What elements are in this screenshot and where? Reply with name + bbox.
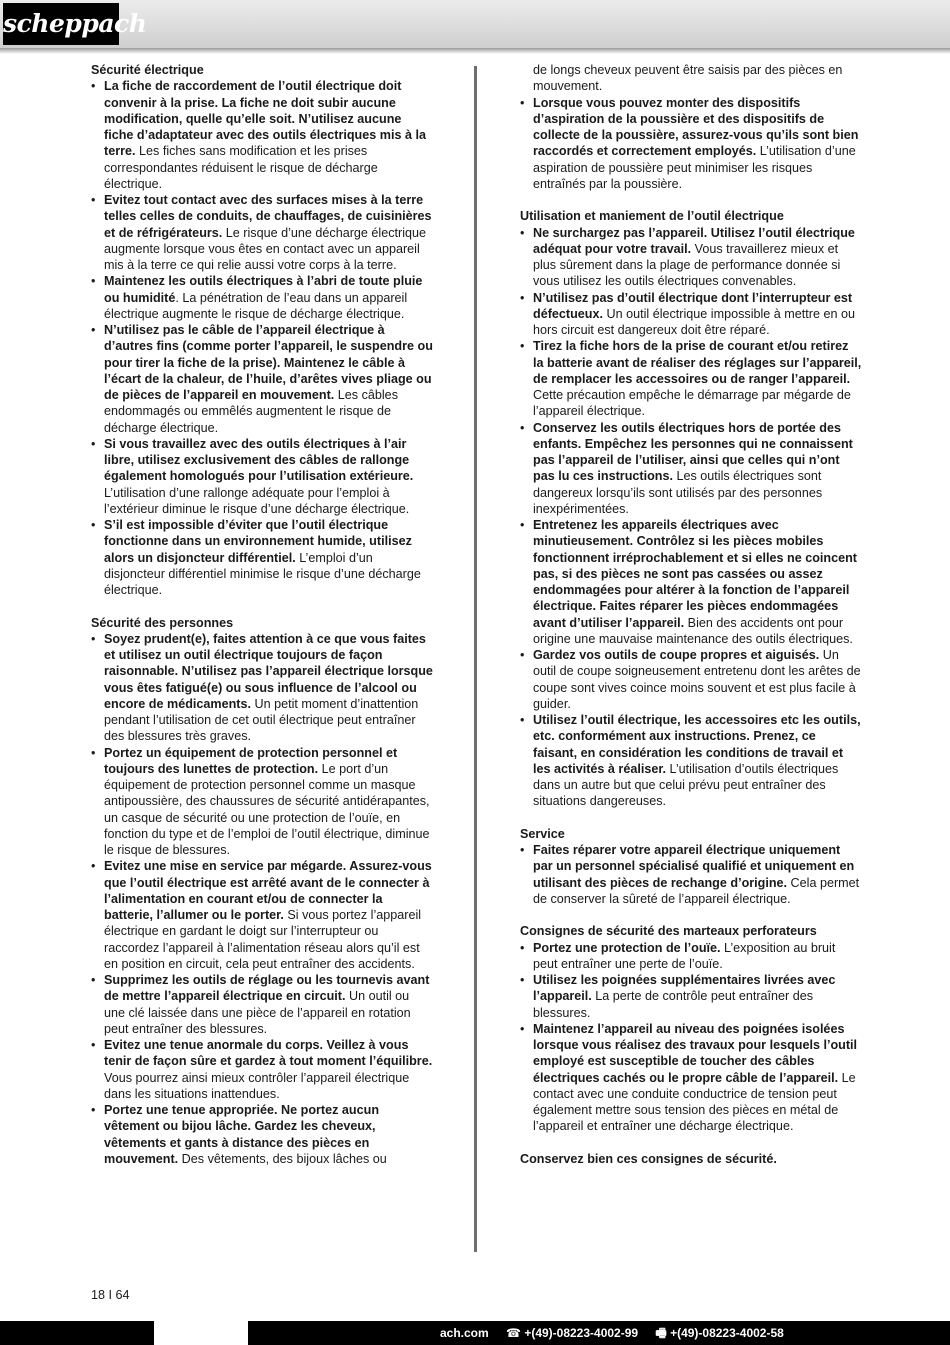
personal-safety-list-continued <box>520 95 862 193</box>
page-number: 18 I 64 <box>91 1288 130 1302</box>
list-item: • S’il est impossible d’éviter que l’outil électrique fonctionne dans un environnement humide, utilisez alors un disjoncteur différentiel. L’emploi d’un disjoncteur différentiel minimise le risque d’une décharge électrique. <box>91 517 433 598</box>
list-item: • Tirez la fiche hors de la prise de courant et/ou retirez la batterie avant de réaliser des réglages sur l’appareil, de remplacer les accessoires ou de ranger l’appareil. Cette précaution empêche le démarrage par mégarde de l’appareil électrique. <box>520 338 862 419</box>
list-item: • Utilisez l’outil électrique, les accessoires etc les outils, etc. conformément aux instructions. Prenez, ce faisant, en considération les conditions de travail et les activités à réaliser. L’utilisation d’outils électriques dans un autre but que celui prévu peut entraîner des situations dangereuses. <box>520 712 862 810</box>
list-item: • N’utilisez pas d’outil électrique dont l’interrupteur est défectueux. Un outil électrique impossible à mettre en ou hors circuit est dangereux doit être réparé. <box>520 290 862 339</box>
section-title-hammer-safety: Consignes de sécurité des marteaux perforateurs <box>520 924 817 939</box>
footer-fax: 🖷 +(49)-08223-4002-58 <box>655 1326 784 1340</box>
footer-website: ach.com <box>440 1326 489 1340</box>
list-item: • Si vous travaillez avec des outils électriques à l’air libre, utilisez exclusivement des câbles de rallonge également homologués pour l’utilisation extérieure. L’utilisation d’une rallonge adéquate pour l’emploi à l’extérieur diminue le risque d’une décharge électrique. <box>91 436 433 517</box>
list-item: • Portez un équipement de protection personnel et toujours des lunettes de protection. Le port d’un équipement de protection personnel comme un masque antipoussière, des chaussures de sécurité antidérapantes, un casque de sécurité ou une protection de l’ouïe, en fonction du type et de l’emploi de l’outil électrique, diminue le risque de blessures. <box>91 745 433 859</box>
tool-use-list <box>520 225 862 810</box>
list-item: • Supprimez les outils de réglage ou les tournevis avant de mettre l’appareil électrique en circuit. Un outil ou une clé laissée dans une pièce de l’appareil en rotation peut entraîner des blessures. <box>91 972 433 1037</box>
footer-contact <box>440 1321 798 1345</box>
header-shadow <box>0 48 950 54</box>
header-bar <box>0 0 950 48</box>
column-divider <box>474 66 477 1252</box>
left-column <box>91 62 433 1167</box>
footer-phone: ☎ +(49)-08223-4002-99 <box>506 1326 639 1340</box>
hammer-safety-list <box>520 940 862 1135</box>
list-item: • Gardez vos outils de coupe propres et aiguisés. Un outil de coupe soigneusement entretenu dont les arêtes de coupe sont vives coince moins souvent et est plus facile à guider. <box>520 647 862 712</box>
section-title-tool-use: Utilisation et maniement de l’outil électrique <box>520 209 784 224</box>
footer-blank <box>154 1321 248 1345</box>
service-list <box>520 842 862 907</box>
closing-note: Conservez bien ces consignes de sécurité. <box>520 1151 777 1166</box>
list-item: • Portez une tenue appropriée. Ne portez aucun vêtement ou bijou lâche. Gardez les cheveux, vêtements et gants à distance des pièces en mouvement. Des vêtements, des bijoux lâches ou <box>91 1102 433 1167</box>
list-item: • Utilisez les poignées supplémentaires livrées avec l’appareil. La perte de contrôle peut entraîner des blessures. <box>520 972 862 1021</box>
list-item: • Faites réparer votre appareil électrique uniquement par un personnel spécialisé qualifié et uniquement en utilisant des pièces de rechange d’origine. Cela permet de conserver la sûreté de l’appareil électrique. <box>520 842 862 907</box>
list-item: • Evitez tout contact avec des surfaces mises à la terre telles celles de conduits, de chauffages, de cuisinières et de réfrigérateurs. Le risque d’une décharge électrique augmente lorsque vous êtes en contact avec un appareil mis à la terre ce qui relie aussi votre corps à la terre. <box>91 192 433 273</box>
list-item: • Ne surchargez pas l’appareil. Utilisez l’outil électrique adéquat pour votre travail. Vous travaillerez mieux et plus sûrement dans la plage de performance donnée si vous utilisez les outils électriques convenables. <box>520 225 862 290</box>
list-item: • Lorsque vous pouvez monter des dispositifs d’aspiration de la poussière et des dispositifs de collecte de la poussière, assurez-vous qu’ils sont bien raccordés et correctement employés. L’utilisation d’une aspiration de poussière peut minimiser les risques entraînés par la poussière. <box>520 95 862 193</box>
list-item: • Entretenez les appareils électriques avec minutieusement. Contrôlez si les pièces mobiles fonctionnent irréprochablement et si elles ne coincent pas, si des pièces ne sont pas cassées ou assez endommagées pour altérer à la fonction de l’appareil électrique. Faites réparer les pièces endommagées avant d’utiliser l’appareil. Bien des accidents ont pour origine une mauvaise maintenance des outils électriques. <box>520 517 862 647</box>
list-item: • Portez une protection de l’ouïe. L’exposition au bruit peut entraîner une perte de l’ouïe. <box>520 940 862 973</box>
list-item: • Maintenez les outils électriques à l’abri de toute pluie ou humidité. La pénétration de l’eau dans un appareil électrique augmente le risque de décharge électrique. <box>91 273 433 322</box>
electrical-safety-list <box>91 78 433 598</box>
list-item: • La fiche de raccordement de l’outil électrique doit convenir à la prise. La fiche ne doit subir aucune modification, quelle qu’elle soit. N’utilisez aucune fiche d’adaptateur avec des outils électriques mis à la terre. Les fiches sans modification et les prises correspondantes réduisent le risque de décharge électrique. <box>91 78 433 192</box>
list-item: • Evitez une tenue anormale du corps. Veillez à vous tenir de façon sûre et gardez à tout moment l’équilibre. Vous pourrez ainsi mieux contrôler l’appareil électrique dans les situations inattendues. <box>91 1037 433 1102</box>
section-title-personal-safety: Sécurité des personnes <box>91 615 234 630</box>
section-title-electrical-safety: Sécurité électrique <box>91 63 204 77</box>
right-column <box>520 62 862 1167</box>
list-item: • Soyez prudent(e), faites attention à ce que vous faites et utilisez un outil électrique toujours de façon raisonnable. N’utilisez pas l’appareil électrique lorsque vous êtes fatigué(e) ou sous influence de l’alcool ou encore de médicaments. Un petit moment d’inattention pendant l’utilisation de cet outil électrique peut entraîner des blessures très graves. <box>91 631 433 745</box>
brand-logo: scheppach <box>3 3 119 45</box>
list-item: • Evitez une mise en service par mégarde. Assurez-vous que l’outil électrique est arrêté avant de le connecter à l’alimentation en courant et/ou de connecter la batterie, l’allumer ou le porter. Si vous portez l’appareil électrique en gardant le doigt sur l’interrupteur ou raccordez l’appareil à l’alimentation réseau alors qu’il est en position en circuit, cela peut entraîner des accidents. <box>91 858 433 972</box>
list-item: • Conservez les outils électriques hors de portée des enfants. Empêchez les personnes qui ne connaissent pas l’appareil de l’utiliser, ainsi que celles qui n’ont pas lu ces instructions. Les outils électriques sont dangereux lorsqu’ils sont utilisés par des personnes inexpérimentées. <box>520 420 862 518</box>
list-item: • Maintenez l’appareil au niveau des poignées isolées lorsque vous réalisez des travaux pour lesquels l’outil employé est susceptible de toucher des câbles électriques cachés ou le propre câble de l’appareil. Le contact avec une conduite conductrice de tension peut également mettre sous tension des pièces en métal de l’appareil et entraîner une décharge électrique. <box>520 1021 862 1135</box>
section-title-service: Service <box>520 826 565 841</box>
list-item: • N’utilisez pas le câble de l’appareil électrique à d’autres fins (comme porter l’appareil, le suspendre ou pour tirer la fiche de la prise). Maintenez le câble à l’écart de la chaleur, de l’huile, d’arêtes vives pliage ou de pièces de l’appareil en mouvement. Les câbles endommagés ou emmêlés augmentent le risque de décharge électrique. <box>91 322 433 436</box>
personal-safety-list <box>91 631 433 1167</box>
continued-text: de longs cheveux peuvent être saisis par des pièces en mouvement. <box>533 63 843 94</box>
